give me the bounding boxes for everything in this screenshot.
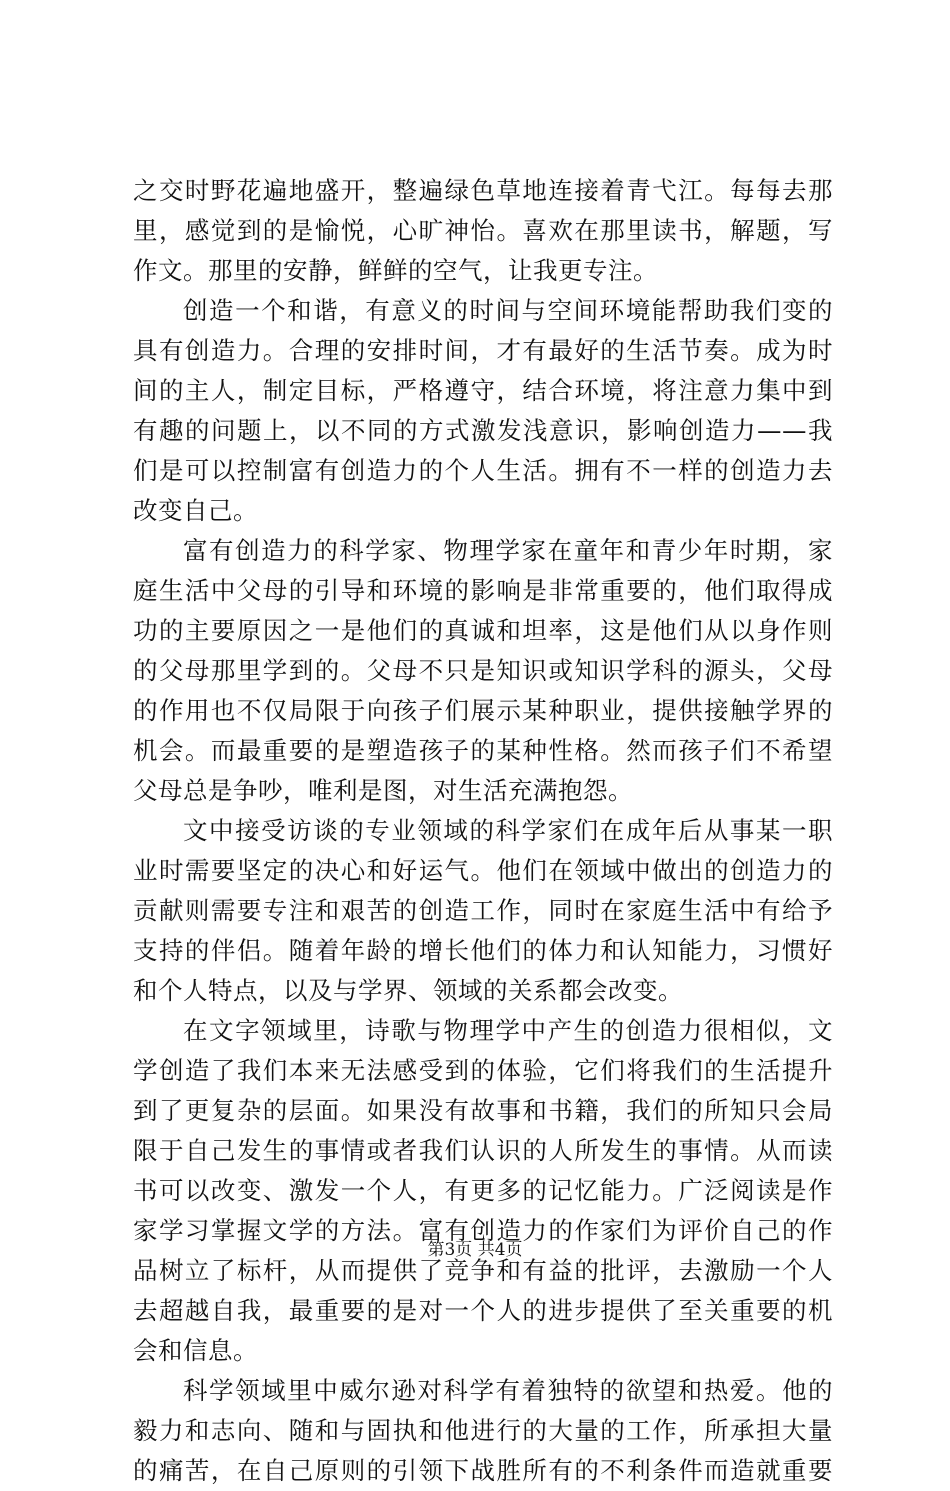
text-line: 有趣的问题上，以不同的方式激发浅意识，影响创造力——我 — [133, 416, 833, 445]
text-line: 庭生活中父母的引导和环境的影响是非常重要的，他们取得成 — [133, 576, 833, 605]
paragraph — [133, 1011, 833, 1371]
text-line: 机会。而最重要的是塑造孩子的某种性格。然而孩子们不希望 — [133, 736, 833, 765]
text-line: 的痛苦，在自己原则的引领下战胜所有的不利条件而造就重要 — [133, 1456, 833, 1485]
text-line: 里，感觉到的是愉悦，心旷神怡。喜欢在那里读书，解题，写 — [133, 216, 833, 245]
page-footer: 第3页 共4页 — [427, 1240, 523, 1260]
text-line: 具有创造力。合理的安排时间，才有最好的生活节奏。成为时 — [133, 336, 833, 365]
text-line: 到了更复杂的层面。如果没有故事和书籍，我们的所知只会局 — [133, 1096, 833, 1125]
text-line: 毅力和志向、随和与固执和他进行的大量的工作，所承担大量 — [133, 1416, 833, 1445]
text-line: 品树立了标杆，从而提供了竞争和有益的批评，去激励一个人 — [133, 1256, 833, 1285]
text-line: 富有创造力的科学家、物理学家在童年和青少年时期，家 — [183, 536, 833, 565]
paragraph — [133, 171, 833, 291]
text-line: 文中接受访谈的专业领域的科学家们在成年后从事某一职 — [183, 816, 833, 845]
text-line: 功的主要原因之一是他们的真诚和坦率，这是他们从以身作则 — [133, 616, 833, 645]
text-line: 的作用也不仅局限于向孩子们展示某种职业，提供接触学界的 — [133, 696, 833, 725]
document-body — [133, 171, 833, 1491]
text-line: 和个人特点，以及与学界、领域的关系都会改变。 — [133, 976, 683, 1005]
text-line: 父母总是争吵，唯利是图，对生活充满抱怨。 — [133, 776, 633, 805]
text-line: 会和信息。 — [133, 1336, 258, 1365]
text-line: 去超越自我，最重要的是对一个人的进步提供了至关重要的机 — [133, 1296, 833, 1325]
text-line: 作文。那里的安静，鲜鲜的空气，让我更专注。 — [133, 256, 658, 285]
paragraph — [133, 531, 833, 811]
paragraph — [133, 811, 833, 1011]
paragraph — [133, 1371, 833, 1491]
text-line: 间的主人，制定目标，严格遵守，结合环境，将注意力集中到 — [133, 376, 833, 405]
text-line: 业时需要坚定的决心和好运气。他们在领域中做出的创造力的 — [133, 856, 833, 885]
text-line: 书可以改变、激发一个人，有更多的记忆能力。广泛阅读是作 — [133, 1176, 833, 1205]
text-line: 贡献则需要专注和艰苦的创造工作，同时在家庭生活中有给予 — [133, 896, 833, 925]
text-line: 学创造了我们本来无法感受到的体验，它们将我们的生活提升 — [133, 1056, 833, 1085]
text-line: 之交时野花遍地盛开，整遍绿色草地连接着青弋江。每每去那 — [133, 176, 833, 205]
text-line: 们是可以控制富有创造力的个人生活。拥有不一样的创造力去 — [133, 456, 833, 485]
paragraph — [133, 291, 833, 531]
text-line: 在文字领域里，诗歌与物理学中产生的创造力很相似，文 — [183, 1016, 833, 1045]
text-line: 支持的伴侣。随着年龄的增长他们的体力和认知能力，习惯好 — [133, 936, 833, 965]
text-line: 科学领域里中威尔逊对科学有着独特的欲望和热爱。他的 — [183, 1376, 833, 1405]
text-line: 限于自己发生的事情或者我们认识的人所发生的事情。从而读 — [133, 1136, 833, 1165]
text-line: 家学习掌握文学的方法。富有创造力的作家们为评价自己的作 — [133, 1216, 833, 1245]
text-line: 创造一个和谐，有意义的时间与空间环境能帮助我们变的 — [183, 296, 833, 325]
text-line: 的父母那里学到的。父母不只是知识或知识学科的源头，父母 — [133, 656, 833, 685]
text-line: 改变自己。 — [133, 496, 258, 525]
